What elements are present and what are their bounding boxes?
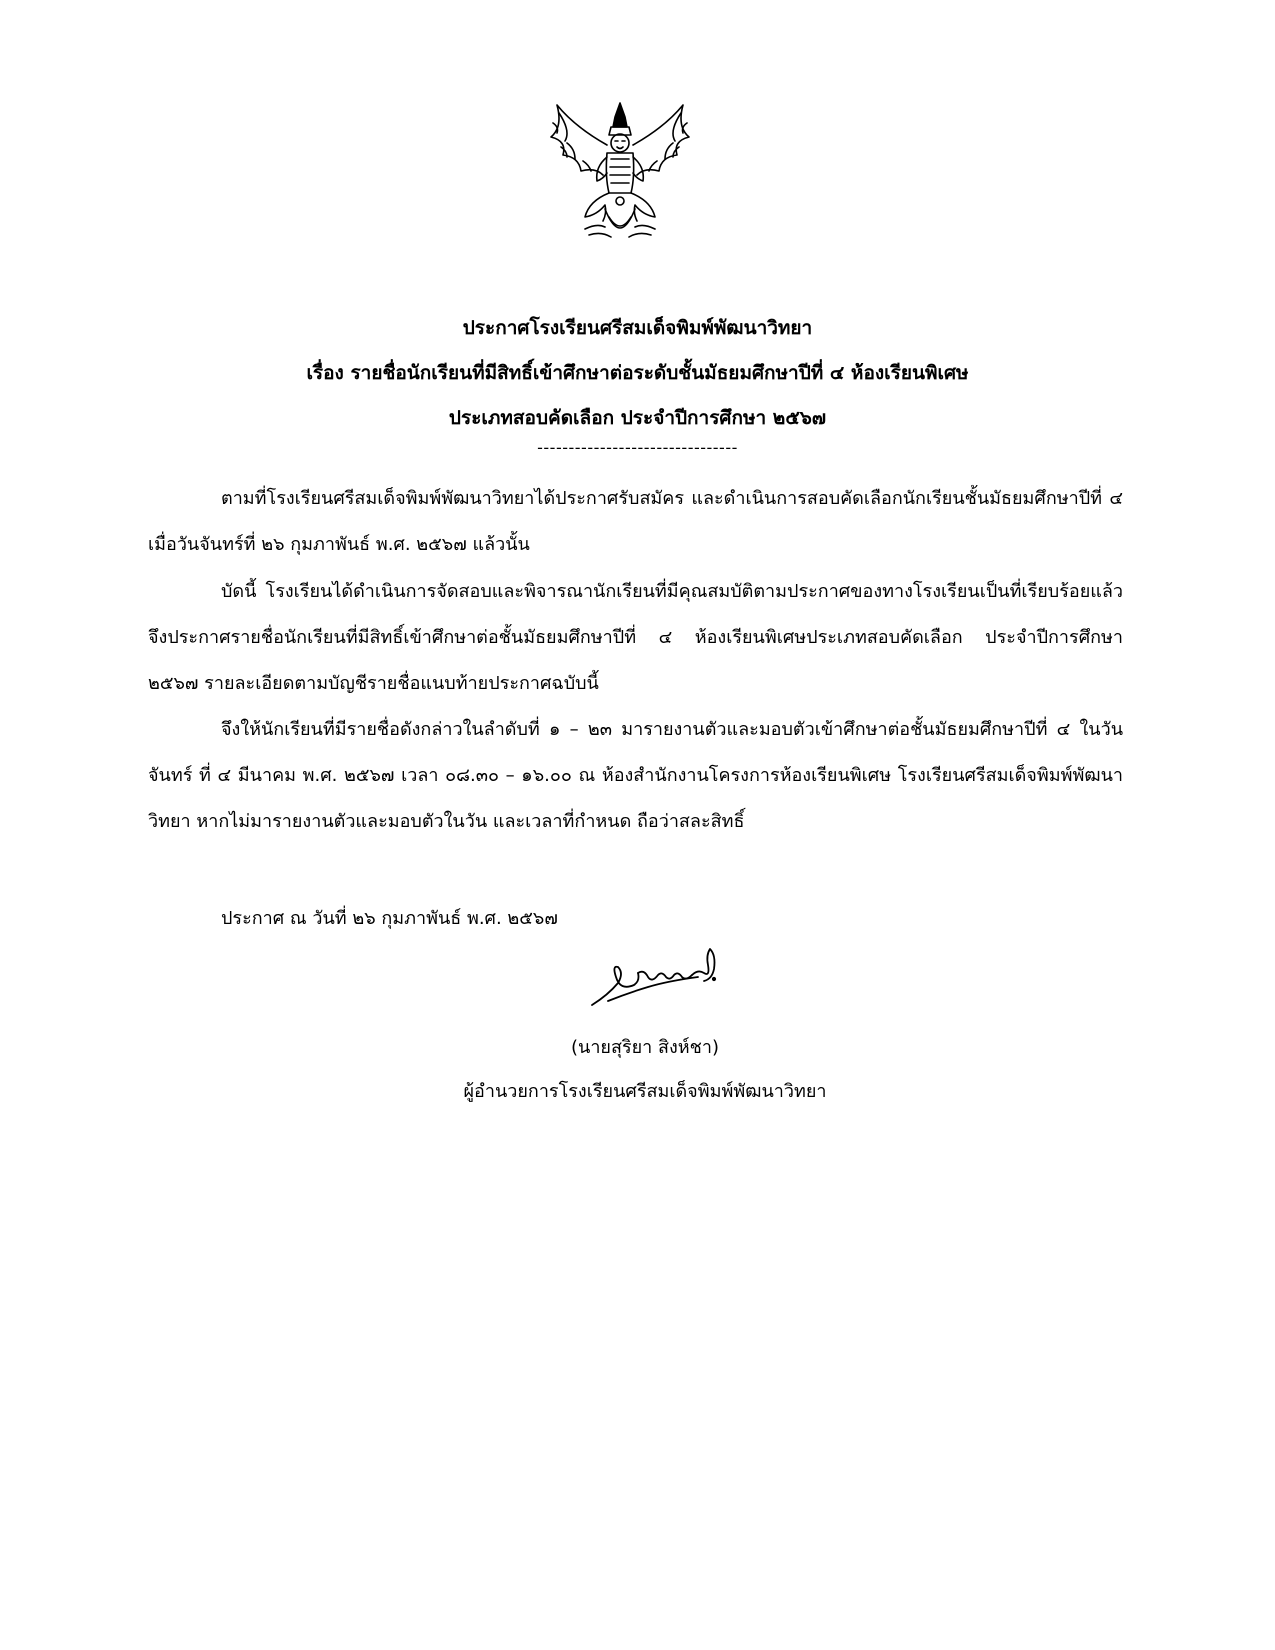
signatory-name: (นายสุริยา สิงห์ชา) [571, 1037, 719, 1058]
announcement-title: ประกาศโรงเรียนศรีสมเด็จพิมพ์พัฒนาวิทยา [462, 317, 813, 339]
announcement-category: ประเภทสอบคัดเลือก ประจำปีการศึกษา ๒๕๖๗ [448, 407, 827, 429]
paragraph-intro: ตามที่โรงเรียนศรีสมเด็จพิมพ์พัฒนาวิทยาได้ประกาศรับสมัคร และดำเนินการสอบคัดเลือกนักเรียนชั้นมัธยมศึกษาปีที่ ๔ เมื่อวันจันทร์ที่ ๒๖ กุมภาพันธ์ พ.ศ. ๒๕๖๗ แล้วนั้น [148, 488, 1123, 555]
paragraph-result: บัดนี้ โรงเรียนได้ดำเนินการจัดสอบและพิจารณานักเรียนที่มีคุณสมบัติตามประกาศของทางโรงเรียนเป็นที่เรียบร้อยแล้ว จึงประกาศรายชื่อนักเรียนที่มีสิทธิ์เข้าศึกษาต่อชั้นมัธยมศึกษาปีที่ ๔ ห้องเรียนพิเศษประเภทสอบคัดเลือก ประจำปีการศึกษา ๒๕๖๗ รายละเอียดตามบัญชีรายชื่อแนบท้ายประกาศฉบับนี้ [148, 581, 1123, 694]
paragraph-reporting: จึงให้นักเรียนที่มีรายชื่อดังกล่าวในลำดับที่ ๑ – ๒๓ มารายงานตัวและมอบตัวเข้าศึกษาต่อชั้นมัธยมศึกษาปีที่ ๔ ในวันจันทร์ ที่ ๔ มีนาคม พ.ศ. ๒๕๖๗ เวลา ๐๘.๓๐ – ๑๖.๐๐ ณ ห้องสำนักงานโครงการห้องเรียนพิเศษ โรงเรียนศรีสมเด็จพิมพ์พัฒนาวิทยา หากไม่มารายงานตัวและมอบตัวในวัน และเวลาที่กำหนด ถือว่าสละสิทธิ์ [148, 719, 1123, 832]
garuda-emblem-icon [545, 97, 695, 247]
signature-image [588, 935, 728, 1015]
announcement-date: ประกาศ ณ วันที่ ๒๖ กุมภาพันธ์ พ.ศ. ๒๕๖๗ [221, 908, 558, 929]
separator-line: -------------------------------- [537, 438, 738, 457]
signatory-position: ผู้อำนวยการโรงเรียนศรีสมเด็จพิมพ์พัฒนาวิทยา [463, 1081, 827, 1102]
announcement-subject: เรื่อง รายชื่อนักเรียนที่มีสิทธิ์เข้าศึกษาต่อระดับชั้นมัธยมศึกษาปีที่ ๔ ห้องเรียนพิเศษ [306, 362, 969, 384]
